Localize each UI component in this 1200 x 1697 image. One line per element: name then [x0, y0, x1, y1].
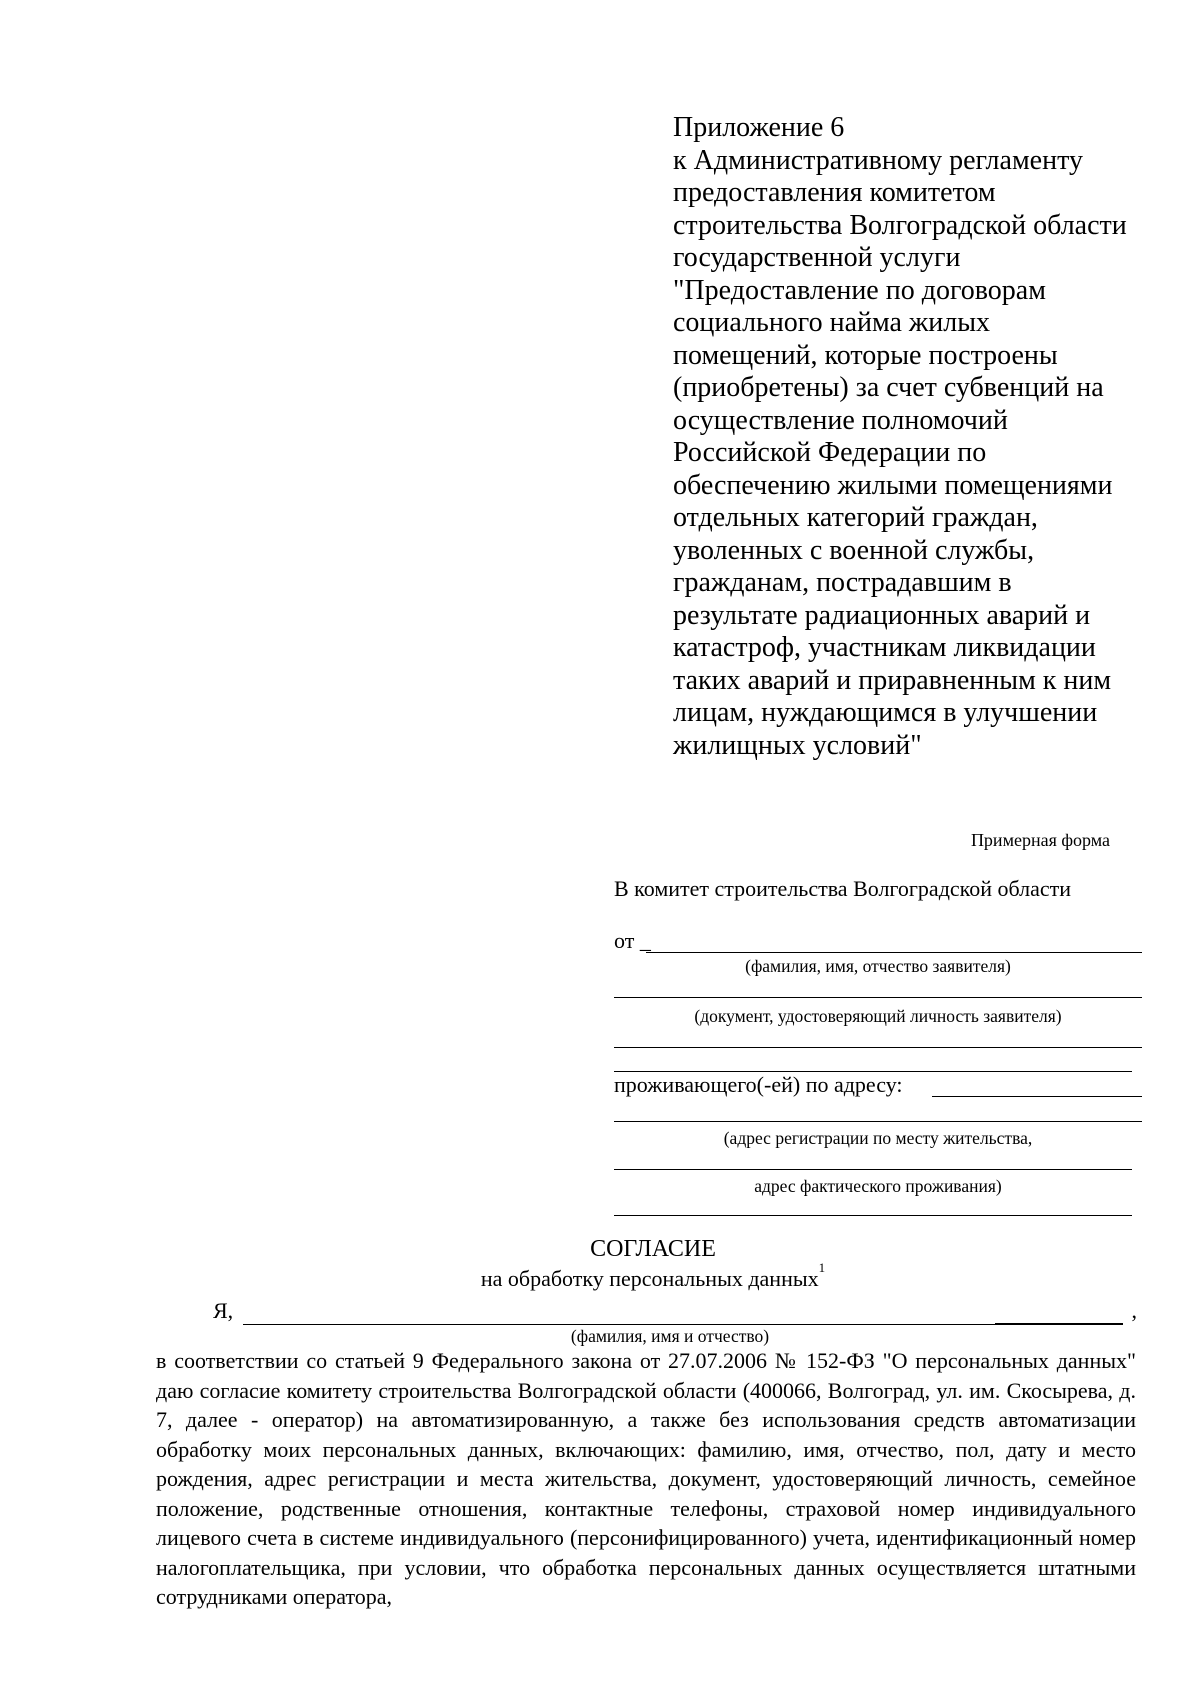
blank-line[interactable] — [614, 1047, 1142, 1048]
appendix-line: помещений, которые построены — [673, 339, 1058, 371]
appendix-line: осуществление полномочий — [673, 404, 1008, 436]
appendix-line: "Предоставление по договорам — [673, 274, 1046, 306]
from-label: от _ — [614, 928, 651, 953]
appendix-line: жилищных условий" — [673, 729, 922, 761]
address-field[interactable] — [932, 1096, 1142, 1097]
footnote-mark: 1 — [818, 1260, 826, 1275]
applicant-name-field[interactable] — [646, 952, 1142, 953]
appendix-header — [673, 112, 1173, 762]
consent-name-field[interactable] — [243, 1324, 1123, 1325]
appendix-line: предоставления комитетом — [673, 177, 996, 208]
appendix-line: таких аварий и приравненным к ним — [673, 664, 1112, 696]
actual-address-field[interactable] — [614, 1169, 1132, 1170]
from-row — [614, 928, 1142, 956]
consent-name-label: Я, — [213, 1298, 234, 1323]
caption-registration-address: (адрес регистрации по месту жительства, — [723, 1128, 1033, 1148]
caption-actual-address: адрес фактического проживания) — [754, 1176, 1002, 1196]
appendix-line: к Административному регламенту — [673, 144, 1083, 176]
addressee: В комитет строительства Волгоградской области — [614, 876, 1072, 901]
consent-name-field-end — [995, 1323, 1123, 1325]
address-row — [614, 1072, 1142, 1100]
appendix-line: строительства Волгоградской области — [673, 209, 1127, 241]
consent-subtitle-text: на обработку персональных данных — [480, 1266, 819, 1291]
caption-consent-name: (фамилия, имя и отчество) — [570, 1326, 770, 1346]
appendix-line: катастроф, участникам ликвидации — [673, 632, 1096, 663]
appendix-line: обеспечению жилыми помещениями — [673, 469, 1113, 501]
address-field-continued[interactable] — [614, 1121, 1142, 1122]
appendix-line: социального найма жилых — [673, 307, 991, 338]
appendix-line: государственной услуги — [673, 242, 961, 273]
consent-body: в соответствии со статьей 9 Федерального закона от 27.07.2006 № 152-ФЗ "О персональных данных" даю согласие комитету строительства Волгоградской области (400066, Волгоград, ул. им. Скосырева, д. 7, далее - оператор) на автоматизированную, а также без использования средств автоматизации обработку моих персональных данных, включающих: фамилию, имя, отчество, пол, дату и место рождения, адрес регистрации и места жительства, документ, удостоверяющий личность, семейное положение, родственные отношения, контактные телефоны, страховой номер индивидуального лицевого счета в системе индивидуального (персонифицированного) учета, идентификационный номер налогоплательщика, при условии, что обработка персональных данных осуществляется штатными сотрудниками оператора, — [156, 1348, 1136, 1609]
caption-applicant-document: (документ, удостоверяющий личность заявителя) — [694, 1006, 1062, 1026]
appendix-line: лицам, нуждающимся в улучшении — [673, 697, 1098, 728]
appendix-line: отдельных категорий граждан, — [673, 502, 1038, 533]
form-note: Примерная форма — [970, 830, 1110, 850]
consent-name-comma: , — [1131, 1298, 1137, 1323]
consent-subtitle — [0, 1260, 1200, 1292]
applicant-document-field[interactable] — [614, 997, 1142, 998]
appendix-line: уволенных с военной службы, — [673, 534, 1035, 566]
blank-line[interactable] — [614, 1215, 1132, 1216]
consent-title: СОГЛАСИЕ — [590, 1236, 716, 1262]
consent-name-row — [213, 1298, 1137, 1328]
appendix-line: Приложение 6 — [673, 112, 845, 143]
caption-applicant-name: (фамилия, имя, отчество заявителя) — [745, 956, 1011, 976]
appendix-line: (приобретены) за счет субвенций на — [673, 372, 1104, 403]
address-label: проживающего(-ей) по адресу: — [614, 1072, 903, 1097]
appendix-line: результате радиационных аварий и — [673, 599, 1091, 631]
appendix-line: Российской Федерации по — [673, 437, 987, 468]
appendix-line: гражданам, пострадавшим в — [673, 567, 1012, 598]
